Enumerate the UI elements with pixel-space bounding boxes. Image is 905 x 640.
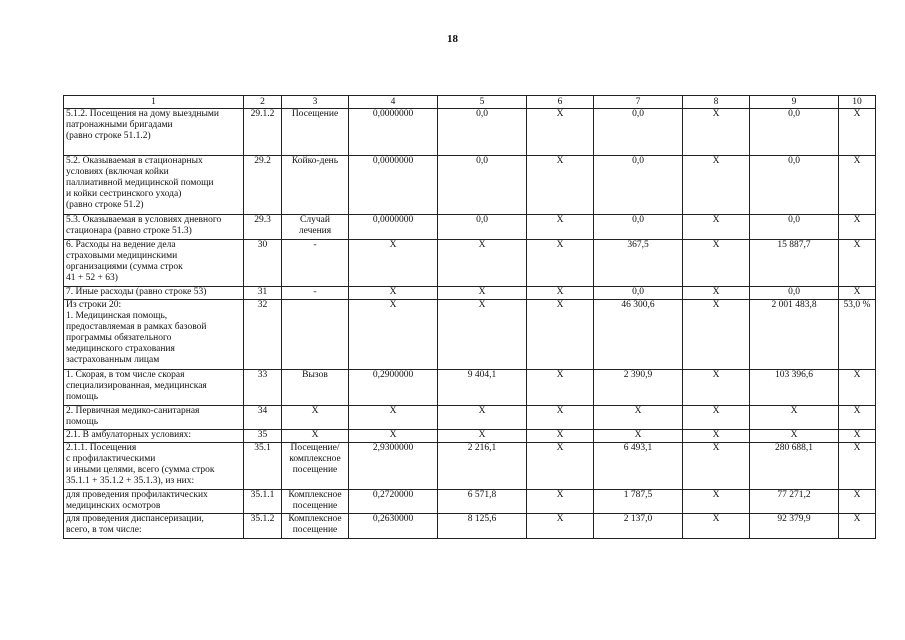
table-cell: 77 271,2 <box>750 490 839 514</box>
table-cell: X <box>683 156 750 215</box>
table-cell: 29.1.2 <box>244 109 282 156</box>
table-cell: 2. Первичная медико-санитарная помощь <box>64 406 244 430</box>
table-cell: X <box>839 215 876 240</box>
column-header: 10 <box>839 96 876 109</box>
table-cell: 0,0 <box>750 109 839 156</box>
table-cell: для проведения диспансеризации, всего, в том числе: <box>64 514 244 539</box>
table-cell: 6. Расходы на ведение дела страховыми медицинскими организациями (сумма строк 41 + 52 + 63) <box>64 240 244 287</box>
table-cell: Из строки 20: 1. Медицинская помощь, предоставляемая в рамках базовой программы обязательного медицинского страхования застрахованным лицам <box>64 300 244 370</box>
table-cell: X <box>683 430 750 443</box>
table-cell: X <box>527 287 594 300</box>
page-number: 18 <box>447 33 458 45</box>
table-cell: X <box>683 287 750 300</box>
table-cell: X <box>839 109 876 156</box>
table-cell: X <box>349 430 438 443</box>
column-header: 4 <box>349 96 438 109</box>
table-row <box>64 514 876 539</box>
table-cell: X <box>527 300 594 370</box>
table-cell: 0,0 <box>438 156 527 215</box>
table-row <box>64 300 876 370</box>
column-header: 1 <box>64 96 244 109</box>
table-cell: 0,0 <box>750 287 839 300</box>
table-cell: X <box>438 240 527 287</box>
table-cell: 0,0000000 <box>349 109 438 156</box>
table-cell: 0,0 <box>438 109 527 156</box>
table-cell: X <box>839 490 876 514</box>
table-cell: X <box>349 287 438 300</box>
table-cell: 29.2 <box>244 156 282 215</box>
table-cell: Комплексное посещение <box>282 514 349 539</box>
table-cell: для проведения профилактических медицинских осмотров <box>64 490 244 514</box>
table-cell: 31 <box>244 287 282 300</box>
table-cell: X <box>683 240 750 287</box>
table-cell: 103 396,6 <box>750 370 839 406</box>
table-cell: 0,0 <box>594 287 683 300</box>
table-cell: 35.1 <box>244 443 282 490</box>
table-cell: 5.2. Оказываемая в стационарных условиях (включая койки паллиативной медицинской помощи и койки сестринского ухода) (равно строке 51.2) <box>64 156 244 215</box>
table-cell: X <box>282 406 349 430</box>
table-cell: X <box>594 406 683 430</box>
table-cell: X <box>839 370 876 406</box>
table-cell: 7. Иные расходы (равно строке 53) <box>64 287 244 300</box>
column-header: 2 <box>244 96 282 109</box>
table-cell: Комплексное посещение <box>282 490 349 514</box>
column-header: 3 <box>282 96 349 109</box>
table-cell: - <box>282 287 349 300</box>
table-row <box>64 287 876 300</box>
table-cell: 0,0 <box>750 215 839 240</box>
table-cell: - <box>282 240 349 287</box>
table-cell <box>282 300 349 370</box>
table-cell: X <box>839 240 876 287</box>
table-row <box>64 215 876 240</box>
table-cell: X <box>527 109 594 156</box>
table-cell: X <box>349 300 438 370</box>
table-row <box>64 240 876 287</box>
table-cell: 92 379,9 <box>750 514 839 539</box>
table-cell: 0,0 <box>594 215 683 240</box>
table-row <box>64 156 876 215</box>
table-row <box>64 430 876 443</box>
table-cell: 33 <box>244 370 282 406</box>
table-cell: 9 404,1 <box>438 370 527 406</box>
table-cell: 1 787,5 <box>594 490 683 514</box>
table-cell: 29.3 <box>244 215 282 240</box>
table-cell: 0,0 <box>594 109 683 156</box>
table-row <box>64 443 876 490</box>
table-cell: X <box>527 406 594 430</box>
budget-table <box>63 95 876 539</box>
table-cell: 5.1.2. Посещения на дому выездными патронажными бригадами (равно строке 51.1.2) <box>64 109 244 156</box>
table-cell: 2.1. В амбулаторных условиях: <box>64 430 244 443</box>
table-row <box>64 406 876 430</box>
table-cell: 2.1.1. Посещения с профилактическими и иными целями, всего (сумма строк 35.1.1 + 35.1.2 + 35.1.3), из них: <box>64 443 244 490</box>
table-cell: Посещение/ комплексное посещение <box>282 443 349 490</box>
table-cell: X <box>527 430 594 443</box>
table-cell: 0,0000000 <box>349 215 438 240</box>
table-cell: 2,9300000 <box>349 443 438 490</box>
column-header: 7 <box>594 96 683 109</box>
table-cell: Койко-день <box>282 156 349 215</box>
table-cell: Случай лечения <box>282 215 349 240</box>
table-cell: 2 137,0 <box>594 514 683 539</box>
table-cell: X <box>527 443 594 490</box>
table-cell: 53,0 % <box>839 300 876 370</box>
table-cell: 5.3. Оказываемая в условиях дневного стационара (равно строке 51.3) <box>64 215 244 240</box>
table-cell: 0,0000000 <box>349 156 438 215</box>
column-header: 9 <box>750 96 839 109</box>
table-cell: 35.1.1 <box>244 490 282 514</box>
table-cell: X <box>282 430 349 443</box>
table-cell: 367,5 <box>594 240 683 287</box>
table-cell: 0,2720000 <box>349 490 438 514</box>
table-cell: X <box>839 514 876 539</box>
table-cell: 0,0 <box>438 215 527 240</box>
table-cell: 8 125,6 <box>438 514 527 539</box>
table-cell: X <box>750 406 839 430</box>
table-cell: X <box>683 215 750 240</box>
table-cell: 280 688,1 <box>750 443 839 490</box>
table-cell: X <box>839 406 876 430</box>
table-cell: 6 571,8 <box>438 490 527 514</box>
table-cell: X <box>839 156 876 215</box>
table-cell: X <box>527 156 594 215</box>
table-cell: 2 216,1 <box>438 443 527 490</box>
column-header: 5 <box>438 96 527 109</box>
table-cell: 0,0 <box>750 156 839 215</box>
table-cell: X <box>683 300 750 370</box>
table-cell: X <box>527 490 594 514</box>
table-cell: X <box>683 514 750 539</box>
table-cell: X <box>839 443 876 490</box>
table-cell: X <box>683 406 750 430</box>
table-cell: 0,2630000 <box>349 514 438 539</box>
table-cell: Вызов <box>282 370 349 406</box>
table-cell: X <box>683 370 750 406</box>
table-cell: X <box>438 300 527 370</box>
table-cell: X <box>750 430 839 443</box>
table-cell: X <box>438 287 527 300</box>
table-cell: 35.1.2 <box>244 514 282 539</box>
table-cell: X <box>594 430 683 443</box>
table-cell: X <box>527 514 594 539</box>
table-cell: 15 887,7 <box>750 240 839 287</box>
table-cell: 32 <box>244 300 282 370</box>
table-cell: 1. Скорая, в том числе скорая специализированная, медицинская помощь <box>64 370 244 406</box>
column-header: 6 <box>527 96 594 109</box>
table-header-row <box>64 96 876 109</box>
table-cell: X <box>438 406 527 430</box>
table-cell: 34 <box>244 406 282 430</box>
table-cell: 0,0 <box>594 156 683 215</box>
table-row <box>64 109 876 156</box>
table-cell: X <box>438 430 527 443</box>
column-header: 8 <box>683 96 750 109</box>
table-cell: X <box>839 430 876 443</box>
table-cell: 6 493,1 <box>594 443 683 490</box>
table-row <box>64 490 876 514</box>
table-row <box>64 370 876 406</box>
table-cell: X <box>683 109 750 156</box>
table-cell: X <box>349 406 438 430</box>
table-cell: Посещение <box>282 109 349 156</box>
table-cell: X <box>349 240 438 287</box>
table-cell: X <box>527 215 594 240</box>
table-cell: 30 <box>244 240 282 287</box>
table-cell: 35 <box>244 430 282 443</box>
table-cell: 2 001 483,8 <box>750 300 839 370</box>
table-cell: X <box>683 443 750 490</box>
table-cell: 0,2900000 <box>349 370 438 406</box>
table-cell: X <box>683 490 750 514</box>
table-cell: 2 390,9 <box>594 370 683 406</box>
table-cell: X <box>527 240 594 287</box>
table-cell: 46 300,6 <box>594 300 683 370</box>
table-cell: X <box>527 370 594 406</box>
table-cell: X <box>839 287 876 300</box>
